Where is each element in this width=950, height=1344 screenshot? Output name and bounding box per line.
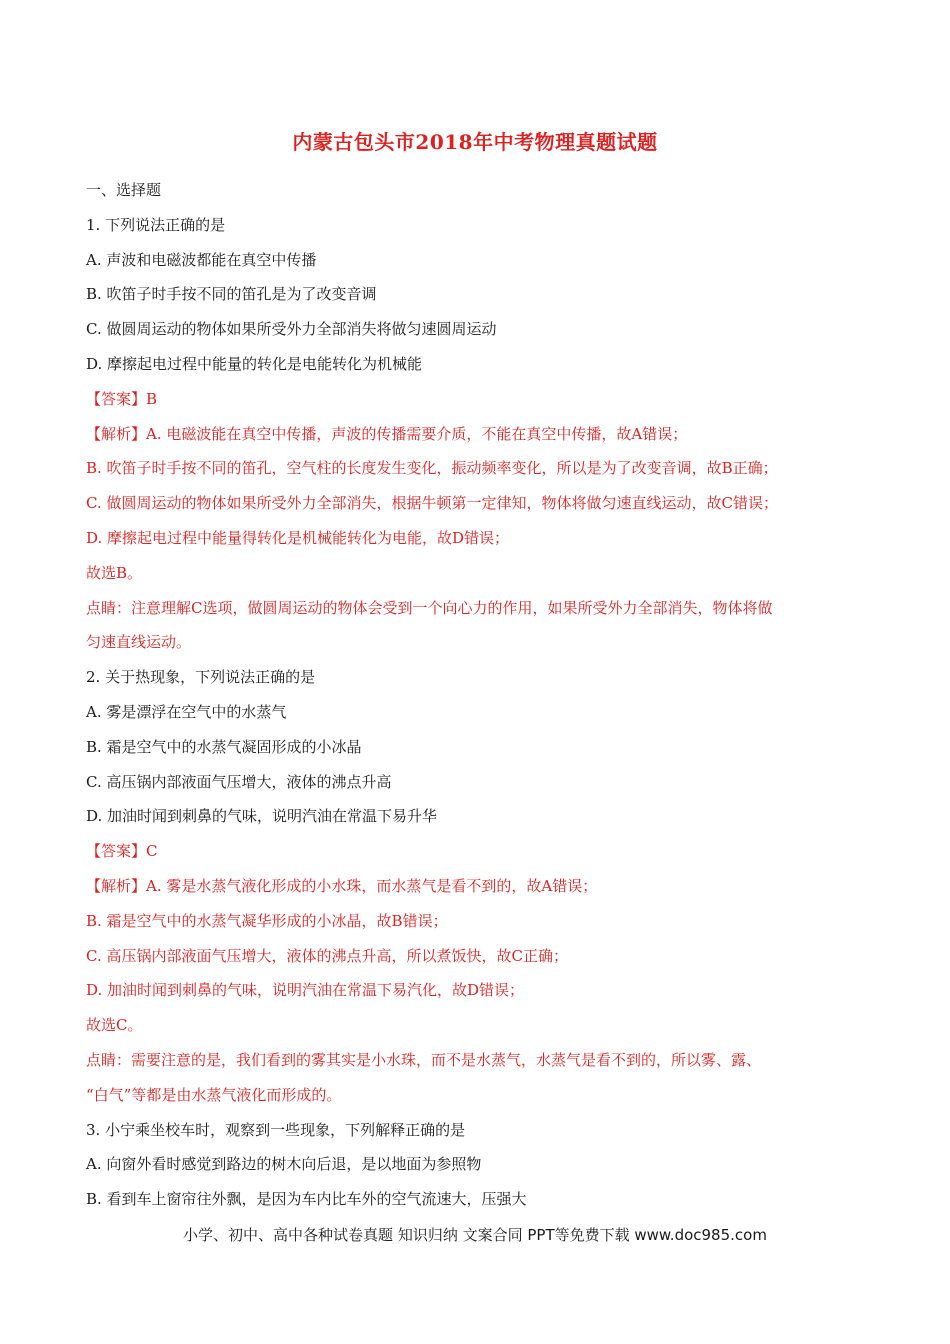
text-line: 点睛：注意理解C选项，做圆周运动的物体会受到一个向心力的作用，如果所受外力全部消失，物体将做 (86, 599, 773, 617)
document-title: 内蒙古包头市2018年中考物理真题试题 (292, 130, 658, 154)
text-line: C. 做圆周运动的物体如果所受外力全部消失，根据牛顿第一定律知，物体将做匀速直线运动，故C错误； (86, 494, 778, 512)
text-line: B. 看到车上窗帘往外飘，是因为车内比车外的空气流速大，压强大 (86, 1190, 527, 1208)
text-line: A. 向窗外看时感觉到路边的树木向后退，是以地面为参照物 (86, 1155, 482, 1173)
text-line: D. 加油时闻到刺鼻的气味，说明汽油在常温下易升华 (86, 807, 438, 825)
text-line: D. 摩擦起电过程中能量的转化是电能转化为机械能 (86, 355, 423, 373)
text-line: 【解析】A. 雾是水蒸气液化形成的小水珠，而水蒸气是看不到的，故A错误； (86, 877, 598, 895)
text-line: 2. 关于热现象，下列说法正确的是 (86, 668, 316, 686)
text-line: 【答案】C (86, 842, 158, 860)
text-line: A. 雾是漂浮在空气中的水蒸气 (86, 703, 287, 721)
text-line: 一、选择题 (86, 181, 162, 199)
text-line: B. 吹笛子时手按不同的笛孔，空气柱的长度发生变化，振动频率变化，所以是为了改变音调，故B正确； (86, 459, 778, 477)
text-line: D. 摩擦起电过程中能量得转化是机械能转化为电能，故D错误； (86, 529, 510, 547)
text-line: 匀速直线运动。 (86, 633, 192, 651)
footer-banner: 小学、初中、高中各种试卷真题 知识归纳 文案合同 PPT等免费下载 www.doc985.com (183, 1226, 767, 1244)
text-line: A. 声波和电磁波都能在真空中传播 (86, 251, 317, 269)
text-line: B. 霜是空气中的水蒸气凝华形成的小冰晶，故B错误； (86, 912, 448, 930)
text-line: B. 吹笛子时手按不同的笛孔是为了改变音调 (86, 285, 377, 303)
text-line: 点睛：需要注意的是，我们看到的雾其实是小水珠，而不是水蒸气，水蒸气是看不到的，所以雾、露、 (86, 1051, 762, 1069)
text-line: C. 做圆周运动的物体如果所受外力全部消失将做匀速圆周运动 (86, 320, 497, 338)
text-line: D. 加油时闻到刺鼻的气味，说明汽油在常温下易汽化，故D错误； (86, 981, 525, 999)
text-line: 故选C。 (86, 1016, 143, 1034)
text-line: 【答案】B (86, 390, 158, 408)
text-line: 1. 下列说法正确的是 (86, 216, 226, 234)
text-line: 故选B。 (86, 564, 143, 582)
text-line: C. 高压锅内部液面气压增大，液体的沸点升高，所以煮饭快，故C正确； (86, 947, 568, 965)
text-line: 【解析】A. 电磁波能在真空中传播，声波的传播需要介质，不能在真空中传播，故A错误； (86, 425, 688, 443)
text-line: C. 高压锅内部液面气压增大，液体的沸点升高 (86, 773, 392, 791)
text-line: B. 霜是空气中的水蒸气凝固形成的小冰晶 (86, 738, 362, 756)
text-line: “白气”等都是由水蒸气液化而形成的。 (86, 1086, 342, 1104)
text-line: 3. 小宁乘坐校车时，观察到一些现象，下列解释正确的是 (86, 1121, 466, 1139)
